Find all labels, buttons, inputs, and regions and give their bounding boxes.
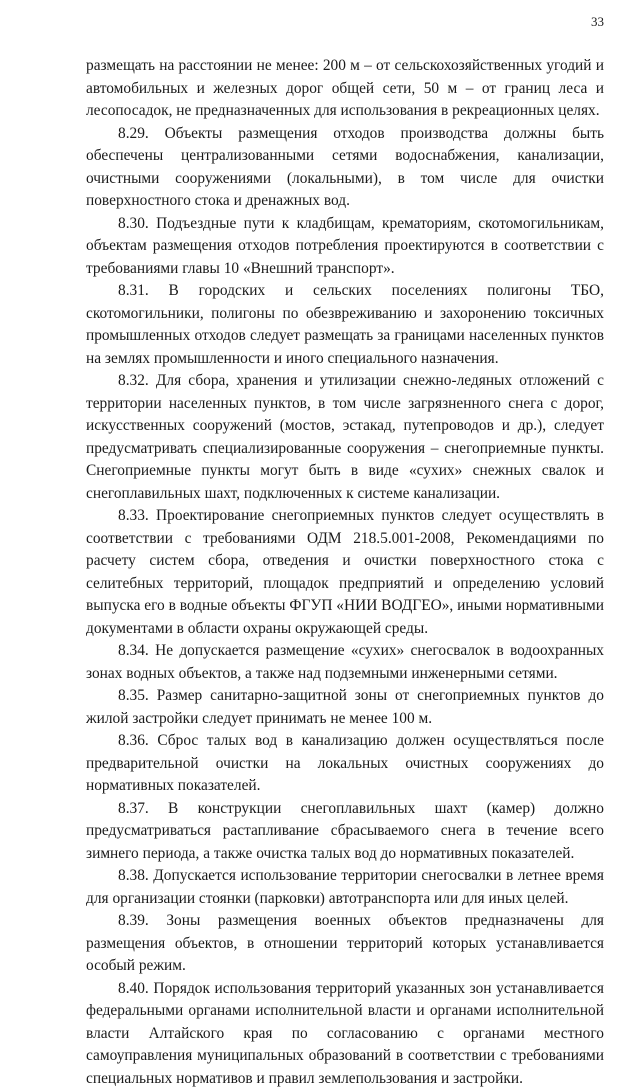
paragraph-8-36: 8.36. Сброс талых вод в канализацию должен осуществляться после предварительной очистки на локальных очистных сооружениях до нормативных показателей. <box>86 730 604 798</box>
paragraph-8-38: 8.38. Допускается использование территории снегосвалки в летнее время для организации стоянки (парковки) автотранспорта или для иных целей. <box>86 865 604 910</box>
paragraph-8-37: 8.37. В конструкции снегоплавильных шахт (камер) должно предусматриваться растапливание сбрасываемого снега в течение всего зимнего периода, а также очистка талых вод до нормативных показателей. <box>86 798 604 866</box>
paragraph-8-30: 8.30. Подъездные пути к кладбищам, крематориям, скотомогильникам, объектам размещения отходов потребления проектируются в соответствии с требованиями главы 10 «Внешний транспорт». <box>86 213 604 281</box>
paragraph-8-29: 8.29. Объекты размещения отходов производства должны быть обеспечены централизованными сетями водоснабжения, канализации, очистными сооружениями (локальными), в том числе для очистки поверхностного стока и дренажных вод. <box>86 123 604 213</box>
paragraph-8-39: 8.39. Зоны размещения военных объектов предназначены для размещения объектов, в отношении территорий которых устанавливается особый режим. <box>86 910 604 978</box>
paragraph-8-31: 8.31. В городских и сельских поселениях полигоны ТБО, скотомогильники, полигоны по обезвреживанию и захоронению токсичных промышленных отходов следует размещать за границами населенных пунктов на землях промышленности и иного специального назначения. <box>86 280 604 370</box>
document-body <box>86 55 604 1090</box>
paragraph-8-32: 8.32. Для сбора, хранения и утилизации снежно-ледяных отложений с территории населенных пунктов, в том числе загрязненного снега с дорог, искусственных сооружений (мостов, эстакад, путепроводов и др.), следует предусматривать специализированные сооружения – снегоприемные пункты. Снегоприемные пункты могут быть в виде «сухих» снежных свалок и снегоплавильных шахт, подключенных к системе канализации. <box>86 370 604 505</box>
paragraph-8-33: 8.33. Проектирование снегоприемных пунктов следует осуществлять в соответствии с требованиями ОДМ 218.5.001-2008, Рекомендациями по расчету систем сбора, отведения и очистки поверхностного стока с селитебных территорий, площадок предприятий и определению условий выпуска его в водные объекты ФГУП «НИИ ВОДГЕО», иными нормативными документами в области охраны окружающей среды. <box>86 505 604 640</box>
paragraph-8-40: 8.40. Порядок использования территорий указанных зон устанавливается федеральными органами исполнительной власти и органами исполнительной власти Алтайского края по согласованию с органами местного самоуправления муниципальных образований в соответствии с требованиями специальных нормативов и правил землепользования и застройки. <box>86 978 604 1090</box>
page-number: 33 <box>591 14 604 30</box>
paragraph-8-35: 8.35. Размер санитарно-защитной зоны от снегоприемных пунктов до жилой застройки следует принимать не менее 100 м. <box>86 685 604 730</box>
paragraph-continuation: размещать на расстоянии не менее: 200 м – от сельскохозяйственных угодий и автомобильных и железных дорог общей сети, 50 м – от границ леса и лесопосадок, не предназначенных для использования в рекреационных целях. <box>86 55 604 123</box>
paragraph-8-34: 8.34. Не допускается размещение «сухих» снегосвалок в водоохранных зонах водных объектов, а также над подземными инженерными сетями. <box>86 640 604 685</box>
